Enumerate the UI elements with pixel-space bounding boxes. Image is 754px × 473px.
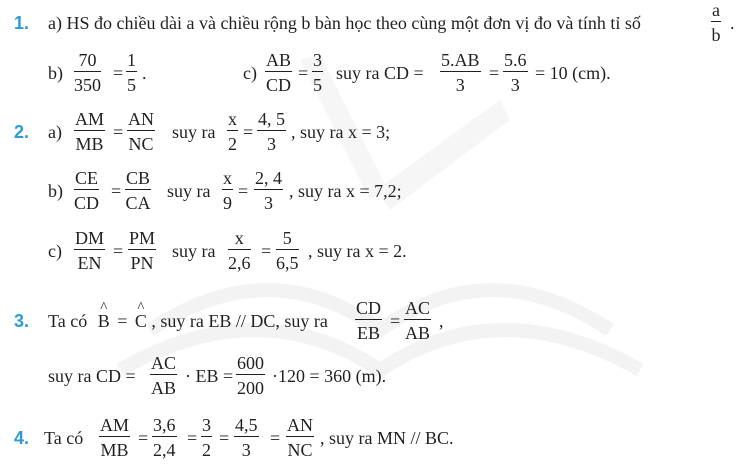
numerator: x [228,228,251,250]
ex2-a-equals-1: = [113,122,124,142]
ex4-end: , suy ra MN // BC. [320,428,454,448]
denominator: 3 [267,134,276,154]
ex1-c-end: = 10 (cm). [535,63,611,83]
denominator: 6,5 [276,253,299,273]
numerator: CB [126,168,151,188]
ex1-a-fraction [711,0,721,46]
ex1-b-fraction-2 [126,50,137,96]
ex2-a-fraction-1 [74,109,105,155]
ex4-equals-1: = [138,428,149,448]
numerator: 3 [313,50,322,70]
denominator: b [711,25,721,45]
numerator: 3 [202,415,211,435]
numerator: 600 [237,353,264,373]
numerator: AN [128,109,154,129]
denominator: EB [357,323,381,343]
ex3-fraction-2 [404,298,431,344]
ex1-c-fraction-2 [312,50,323,96]
denominator: AB [405,323,431,343]
ex2-a-fraction-2 [127,109,155,155]
ex1-c-label: c) [243,63,257,83]
ex1-b-fraction-1 [74,50,101,96]
denominator: 3 [455,75,465,95]
denominator: 200 [237,378,264,398]
ex1-c-middle: suy ra CD = [336,63,424,83]
numerator: CD [356,298,382,318]
denominator: CA [125,193,151,213]
denominator: 350 [74,75,101,95]
numerator: AC [405,298,431,318]
ex2-c-fraction-3 [228,228,251,274]
denominator: 3 [241,440,251,460]
numerator: AM [100,415,130,435]
denominator: EN [77,253,102,273]
denominator: MB [75,134,104,154]
numerator: 4,5 [235,415,258,435]
ex2-a-fraction-4 [257,109,286,155]
ex2-a-label: a) [48,122,62,142]
ex2-c-fraction-1 [74,228,105,274]
denominator: MB [100,440,129,460]
numerator: AM [75,109,105,129]
ex1-c-fraction-4 [503,50,528,96]
ex1-a-text: a) HS đo chiều dài a và chiều rộng b bàn học theo cùng một đơn vị đo và tính tỉ số [48,13,641,33]
ex1-b-label: b) [48,63,63,83]
ex2-a-middle: suy ra [172,122,216,142]
ex3-fraction-4 [236,353,265,399]
numerator: 3,6 [153,415,176,435]
ex2-b-fraction-3 [222,168,233,214]
numerator: DM [75,228,105,248]
denominator: 2,4 [153,440,176,460]
numerator: AN [287,415,313,435]
ex4-text: Ta có [44,428,84,448]
denominator: 2 [228,134,237,154]
ex3-equals-angles: = [117,311,128,331]
denominator: 5 [127,75,136,95]
denominator: PN [130,253,154,273]
denominator: AB [151,378,177,398]
denominator: 3 [510,75,520,95]
ex2-b-equals-2: = [238,181,249,201]
ex4-fraction-4 [234,415,259,461]
denominator: NC [128,134,154,154]
ex3-fraction-1 [355,298,382,344]
exercise-4-number: 4. [14,428,30,448]
angle-c-hat: ^ C [135,310,147,332]
ex4-equals-2: = [187,428,198,448]
ex2-c-equals-1: = [113,241,124,261]
ex3-fraction-3 [150,353,177,399]
ex3-middle-2: · EB = [185,366,234,386]
ex3-text-1: Ta có [48,311,88,331]
ex2-c-equals-2: = [261,241,272,261]
ex4-equals-4: = [270,428,281,448]
numerator: AC [151,353,177,373]
ex3-equals-1: = [390,311,401,331]
denominator: NC [287,440,313,460]
ex2-c-fraction-4 [276,228,299,274]
ex2-c-fraction-2 [128,228,156,274]
ex2-a-fraction-3 [227,109,238,155]
ex1-b-equals: = [113,63,124,83]
numerator: CE [75,168,99,188]
exercise-1-number: 1. [14,13,30,33]
ex2-b-fraction-2 [125,168,151,214]
denominator: CD [266,75,292,95]
ex3-line-1 [48,310,328,332]
ex4-equals-3: = [219,428,230,448]
denominator: 2,6 [228,253,251,273]
ex1-c-fraction-1 [265,50,292,96]
ex2-a-equals-2: = [243,122,254,142]
ex3-end-1: , [439,311,444,331]
ex1-c-equals-2: = [489,63,500,83]
ex2-b-end: , suy ra x = 7,2; [289,181,402,201]
exercise-2-number: 2. [14,122,30,142]
ex1-b-end: . [142,63,147,83]
ex2-c-label: c) [48,241,62,261]
numerator: a [712,0,720,20]
ex4-fraction-2 [152,415,177,461]
denominator: 2 [202,440,211,460]
ex3-line-2-text: suy ra CD = [48,366,136,386]
ex2-b-middle: suy ra [167,181,211,201]
ex1-c-fraction-3 [440,50,481,96]
angle-b-hat: ^ B [98,310,110,332]
ex2-c-end: , suy ra x = 2. [308,241,407,261]
exercise-3-number: 3. [14,311,30,331]
ex2-b-fraction-1 [74,168,99,214]
ex2-b-fraction-4 [254,168,283,214]
numerator: 5 [276,228,299,250]
numerator: 4, 5 [258,109,285,129]
denominator: CD [74,193,100,213]
numerator: 1 [127,50,136,70]
ex4-fraction-5 [286,415,314,461]
denominator: 9 [223,193,232,213]
ex4-fraction-3 [201,415,212,461]
ex2-b-equals-1: = [111,181,122,201]
numerator: PM [129,228,156,248]
numerator: AB [266,50,292,70]
numerator: 70 [74,50,101,72]
numerator: 2, 4 [255,168,282,188]
ex4-fraction-1 [99,415,130,461]
ex2-b-label: b) [48,181,63,201]
denominator: 3 [264,193,273,213]
numerator: x [223,168,232,188]
ex3-end-2: ·120 = 360 (m). [272,366,387,386]
ex1-a-end: . [730,13,735,33]
numerator: 5.AB [441,50,480,70]
numerator: x [228,109,237,129]
numerator: 5.6 [504,50,527,70]
ex3-text-2: , suy ra EB // DC, suy ra [151,311,328,331]
denominator: 5 [313,75,322,95]
ex2-c-middle: suy ra [172,241,216,261]
ex1-c-equals-1: = [298,63,309,83]
ex2-a-end: , suy ra x = 3; [291,122,391,142]
